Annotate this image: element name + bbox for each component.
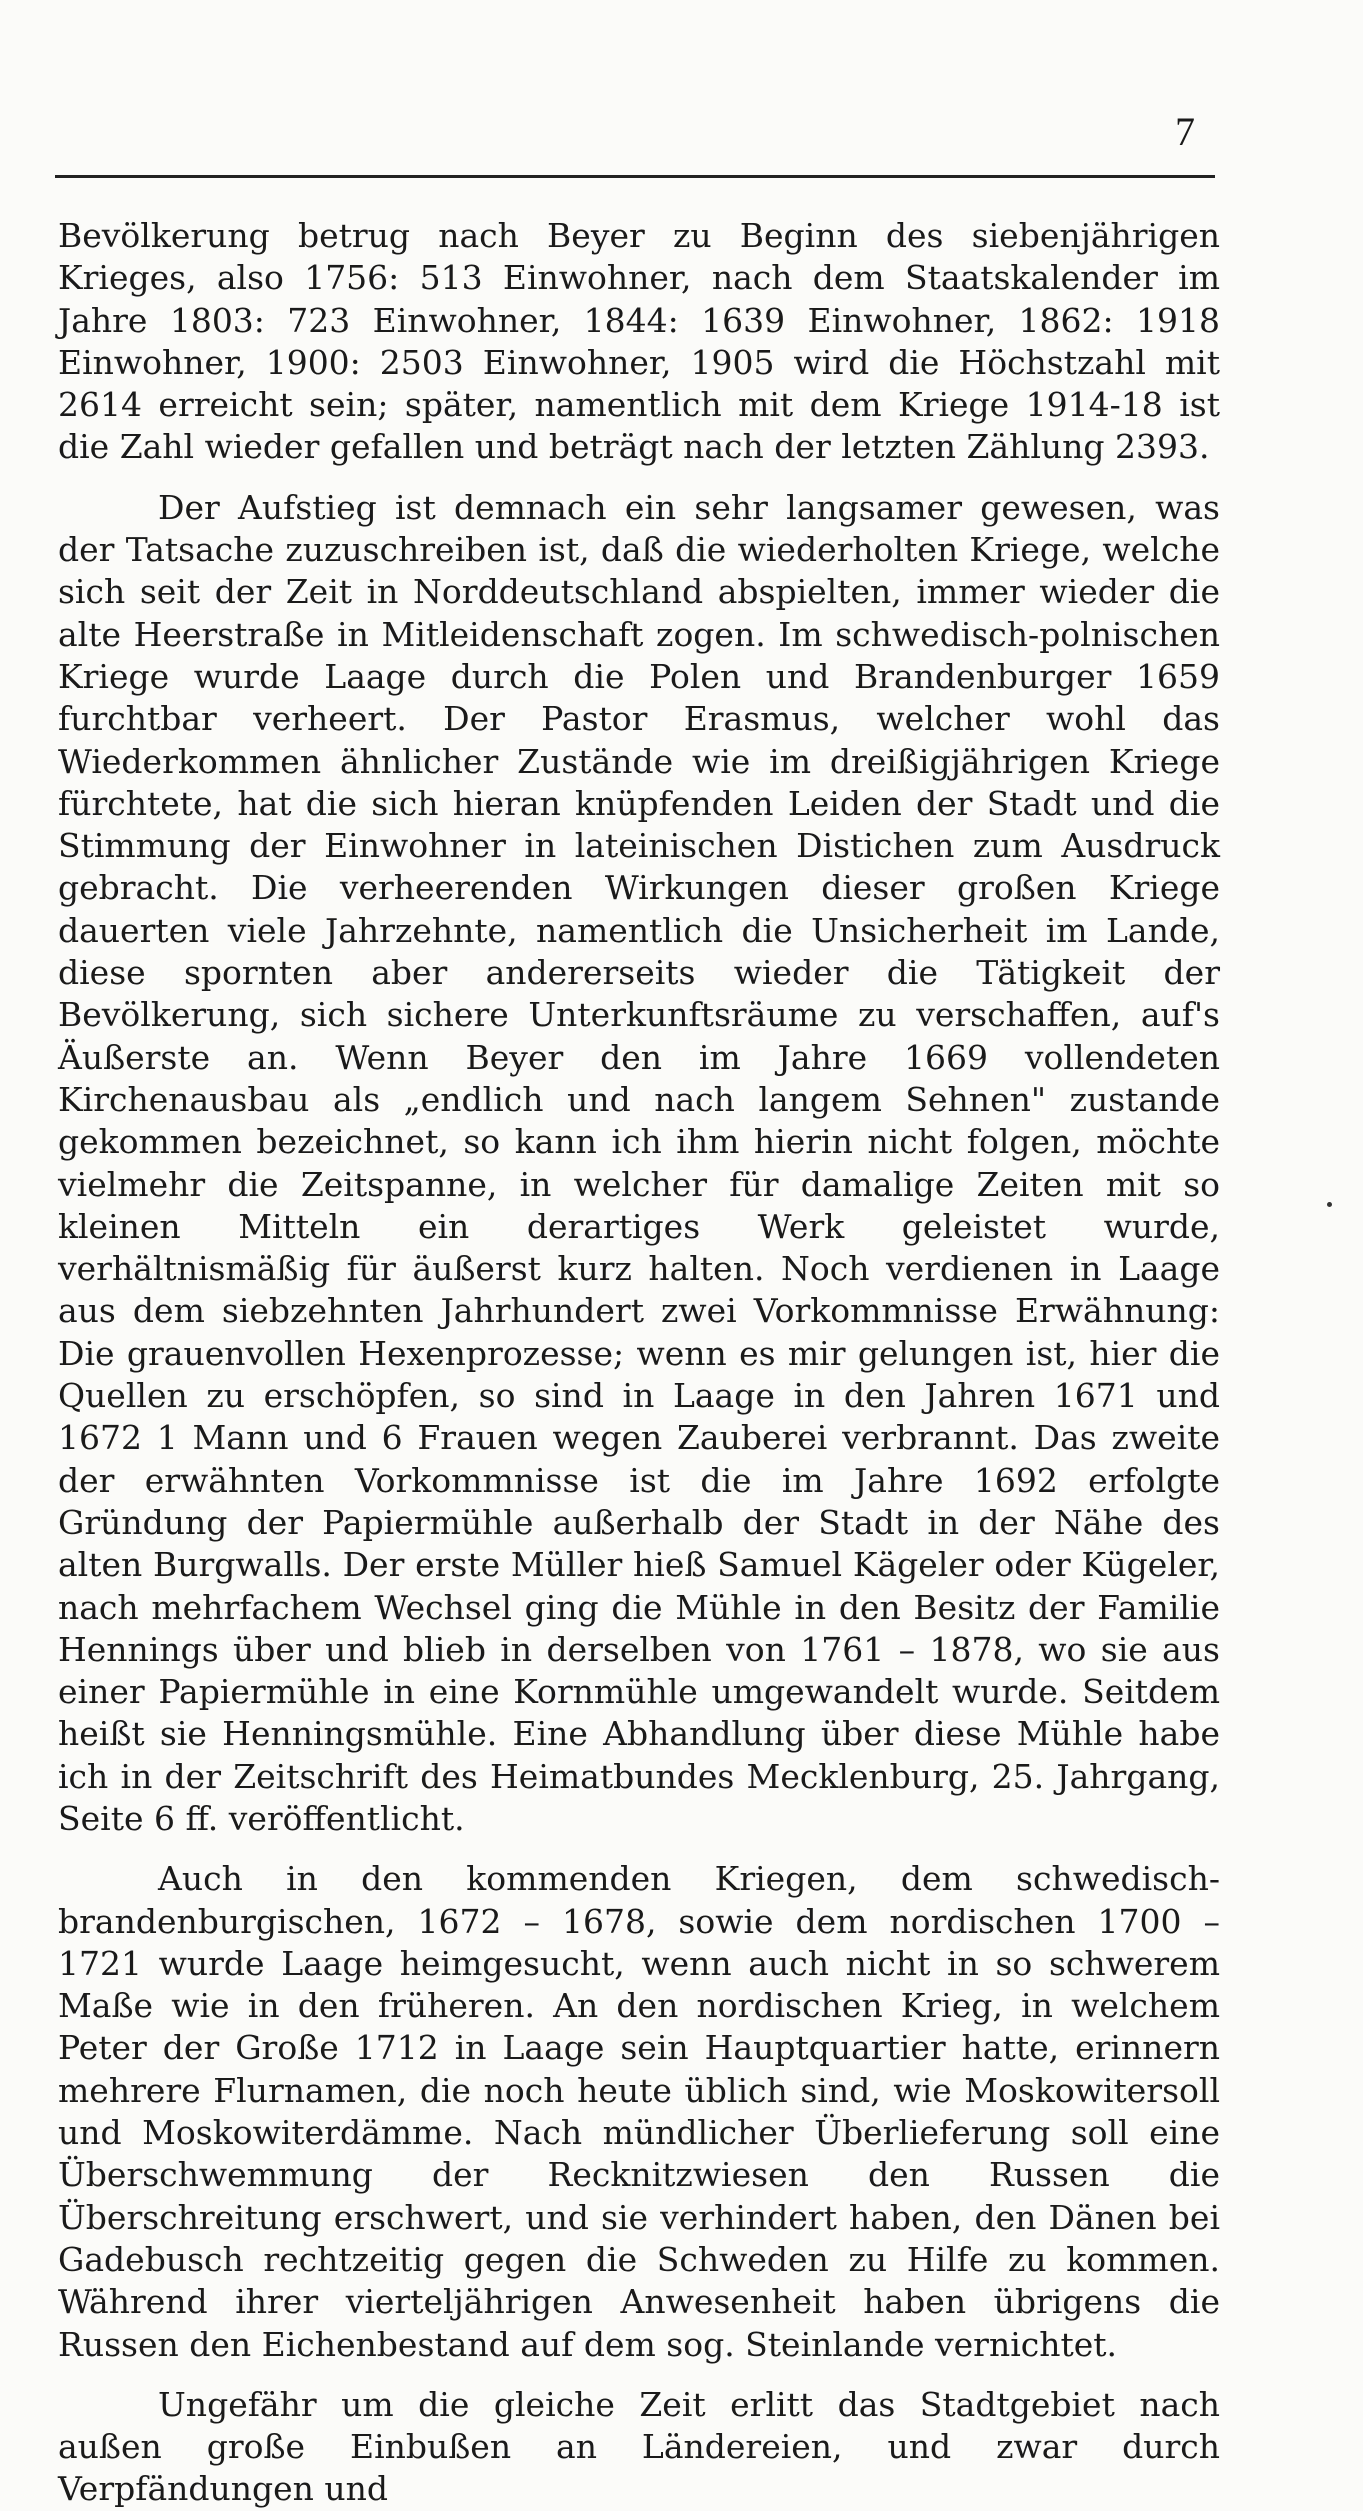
page-number: 7 [1175,109,1196,154]
paragraph-territory-losses: Ungefähr um die gleiche Zeit erlitt das Stadtgebiet nach außen große Einbußen an Ländereien, und zwar durch Verpfändungen und [58,2384,1220,2509]
paragraph-rise-and-wars: Der Aufstieg ist demnach ein sehr langsamer gewesen, was der Tatsache zuzuschreiben ist, daß die wiederholten Kriege, welche sich seit der Zeit in Norddeutschland abspielten, immer wieder die alte Heerstraße in Mitleidenschaft zogen. Im schwedisch-polnischen Kriege wurde Laage durch die Polen und Brandenburger 1659 furchtbar verheert. Der Pastor Erasmus, welcher wohl das Wiederkommen ähnlicher Zustände wie im dreißigjährigen Kriege fürchtete, hat die sich hieran knüpfenden Leiden der Stadt und die Stimmung der Einwohner in lateinischen Distichen zum Ausdruck gebracht. Die verheerenden Wirkungen dieser großen Kriege dauerten viele Jahrzehnte, namentlich die Unsicherheit im Lande, diese spornten aber andererseits wieder die Tätigkeit der Bevölkerung, sich sichere Unterkunftsräume zu verschaffen, auf's Äußerste an. Wenn Beyer den im Jahre 1669 vollendeten Kirchenausbau als „endlich und nach langem Sehnen" zustande gekommen bezeichnet, so kann ich ihm hierin nicht folgen, möchte vielmehr die Zeitspanne, in welcher für damalige Zeiten mit so kleinen Mitteln ein derartiges Werk geleistet wurde, verhältnismäßig für äußerst kurz halten. Noch verdienen in Laage aus dem siebzehnten Jahrhundert zwei Vorkommnisse Erwähnung: Die grauenvollen Hexenprozesse; wenn es mir gelungen ist, hier die Quellen zu erschöpfen, so sind in Laage in den Jahren 1671 und 1672 1 Mann und 6 Frauen wegen Zauberei verbrannt. Das zweite der erwähnten Vorkommnisse ist die im Jahre 1692 erfolgte Gründung der Papiermühle außerhalb der Stadt in der Nähe des alten Burgwalls. Der erste Müller hieß Samuel Kägeler oder Kügeler, nach mehrfachem Wechsel ging die Mühle in den Besitz der Familie Hennings über und blieb in derselben von 1761 – 1878, wo sie aus einer Papiermühle in eine Kornmühle umgewandelt wurde. Seitdem heißt sie Henningsmühle. Eine Abhandlung über diese Mühle habe ich in der Zeitschrift des Heimatbundes Mecklenburg, 25. Jahrgang, Seite 6 ff. veröffentlicht. [58,487,1220,1838]
print-speck [1327,1202,1332,1207]
paragraph-population: Bevölkerung betrug nach Beyer zu Beginn des siebenjährigen Krieges, also 1756: 513 Einwohner, nach dem Staatskalender im Jahre 1803: 723 Einwohner, 1844: 1639 Einwohner, 1862: 1918 Einwohner, 1900: 2503 Einwohner, 1905 wird die Höchstzahl mit 2614 erreicht sein; später, namentlich mit dem Kriege 1914-18 ist die Zahl wieder gefallen und beträgt nach der letzten Zählung 2393. [58,216,1220,467]
body-text [58,215,1220,2511]
paragraph-nordic-war: Auch in den kommenden Kriegen, dem schwedisch-brandenburgischen, 1672 – 1678, sowie dem nordischen 1700 – 1721 wurde Laage heimgesucht, wenn auch nicht in so schwerem Maße wie in den früheren. An den nordischen Krieg, in welchem Peter der Große 1712 in Laage sein Hauptquartier hatte, erinnern mehrere Flurnamen, die noch heute üblich sind, wie Moskowitersoll und Moskowiterdämme. Nach mündlicher Überlieferung soll eine Überschwemmung der Recknitzwiesen den Russen die Überschreitung erschwert, und sie verhindert haben, den Dänen bei Gadebusch rechtzeitig gegen die Schweden zu Hilfe zu kommen. Während ihrer vierteljährigen Anwesenheit haben übrigens die Russen den Eichenbestand auf dem sog. Steinlande vernichtet. [58,1859,1220,2364]
header-rule [55,175,1215,178]
